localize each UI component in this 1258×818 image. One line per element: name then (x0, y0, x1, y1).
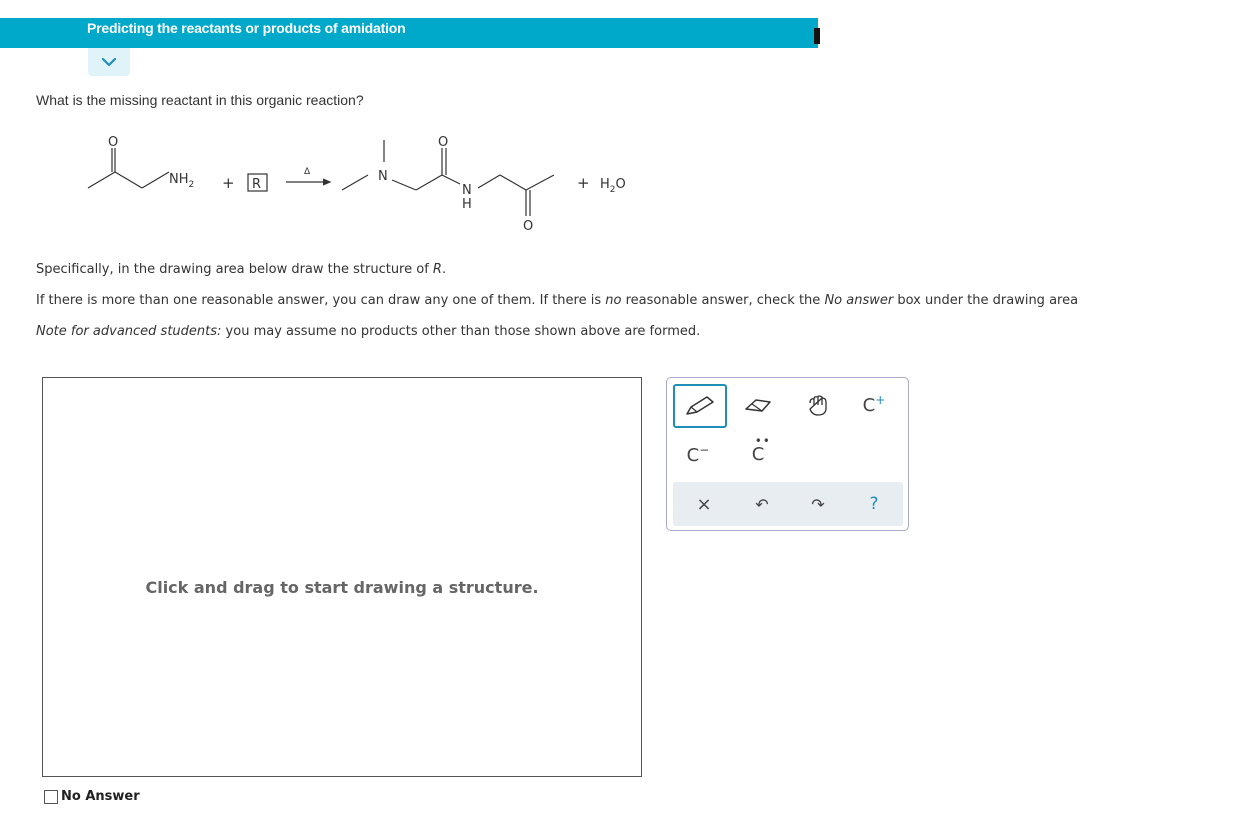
bond (342, 175, 368, 190)
drawing-toolbar (666, 377, 909, 531)
negative-charge-button[interactable] (675, 434, 721, 474)
bond (115, 172, 142, 188)
bond (526, 175, 554, 190)
heat-symbol: Δ (304, 167, 311, 177)
redo-button[interactable] (795, 484, 841, 524)
plus-sign-2: + (577, 174, 590, 192)
help-button[interactable] (851, 484, 897, 524)
no-answer-label: No Answer (61, 789, 140, 804)
bond (88, 172, 115, 188)
product-oxygen-label: O (438, 135, 449, 150)
water-label: $H_2O$ (600, 177, 626, 195)
instruction-line-3: Note for advanced students: you may assume no products other than those shown above are formed. (36, 324, 701, 339)
eraser-icon (742, 396, 774, 416)
unknown-reactant-label: R (252, 177, 262, 192)
question-text: What is the missing reactant in this organic reaction? (36, 92, 364, 108)
redo-icon: ↷ (811, 494, 825, 514)
collapse-toggle-button[interactable] (88, 48, 130, 76)
chevron-down-icon (101, 57, 117, 67)
product-n-label: N (378, 169, 388, 184)
hand-pan-icon (805, 395, 831, 417)
eraser-tool-button[interactable] (735, 386, 781, 426)
product-nh-h-label: H (462, 197, 472, 212)
bond (500, 175, 526, 190)
checkbox-box[interactable] (44, 790, 58, 804)
bond (142, 172, 169, 188)
canvas-hint: Click and drag to start drawing a structure. (145, 578, 539, 597)
positive-charge-icon: C+ (862, 392, 886, 416)
undo-button[interactable] (739, 484, 785, 524)
lone-pair-icon: •• C (751, 433, 771, 465)
product-nh-n-label: N (462, 183, 472, 198)
help-icon: ? (869, 494, 879, 514)
no-answer-checkbox[interactable] (44, 789, 140, 804)
pencil-icon (683, 395, 717, 417)
product-oxygen-label-2: O (523, 219, 534, 234)
toolbar-action-row (673, 482, 903, 526)
page-title: Predicting the reactants or products of amidation (87, 20, 406, 36)
instruction-line-2: If there is more than one reasonable answer, you can draw any one of them. If there is no reasonable answer, check the No answer box under the drawing area (36, 293, 1079, 308)
drawing-canvas[interactable] (42, 377, 642, 777)
lone-pair-button[interactable] (735, 434, 781, 474)
clear-icon: × (696, 493, 712, 515)
pan-tool-button[interactable] (795, 386, 841, 426)
instruction-line-1: Specifically, in the drawing area below draw the structure of R. (36, 262, 447, 277)
arrow-head (323, 179, 330, 185)
oxygen-label: O (108, 135, 119, 150)
header-bar-end-marker (814, 28, 820, 44)
pencil-tool-button[interactable] (673, 384, 727, 428)
bond (478, 175, 500, 188)
clear-button[interactable] (681, 484, 727, 524)
bond (416, 175, 442, 190)
plus-sign: + (222, 174, 235, 192)
amine-label: $NH_2$ (169, 172, 195, 190)
negative-charge-icon: C− (686, 442, 710, 466)
reaction-scheme (80, 128, 660, 238)
bond (392, 180, 416, 190)
bond (442, 175, 460, 184)
undo-icon: ↶ (755, 494, 769, 514)
positive-charge-button[interactable] (851, 384, 897, 424)
